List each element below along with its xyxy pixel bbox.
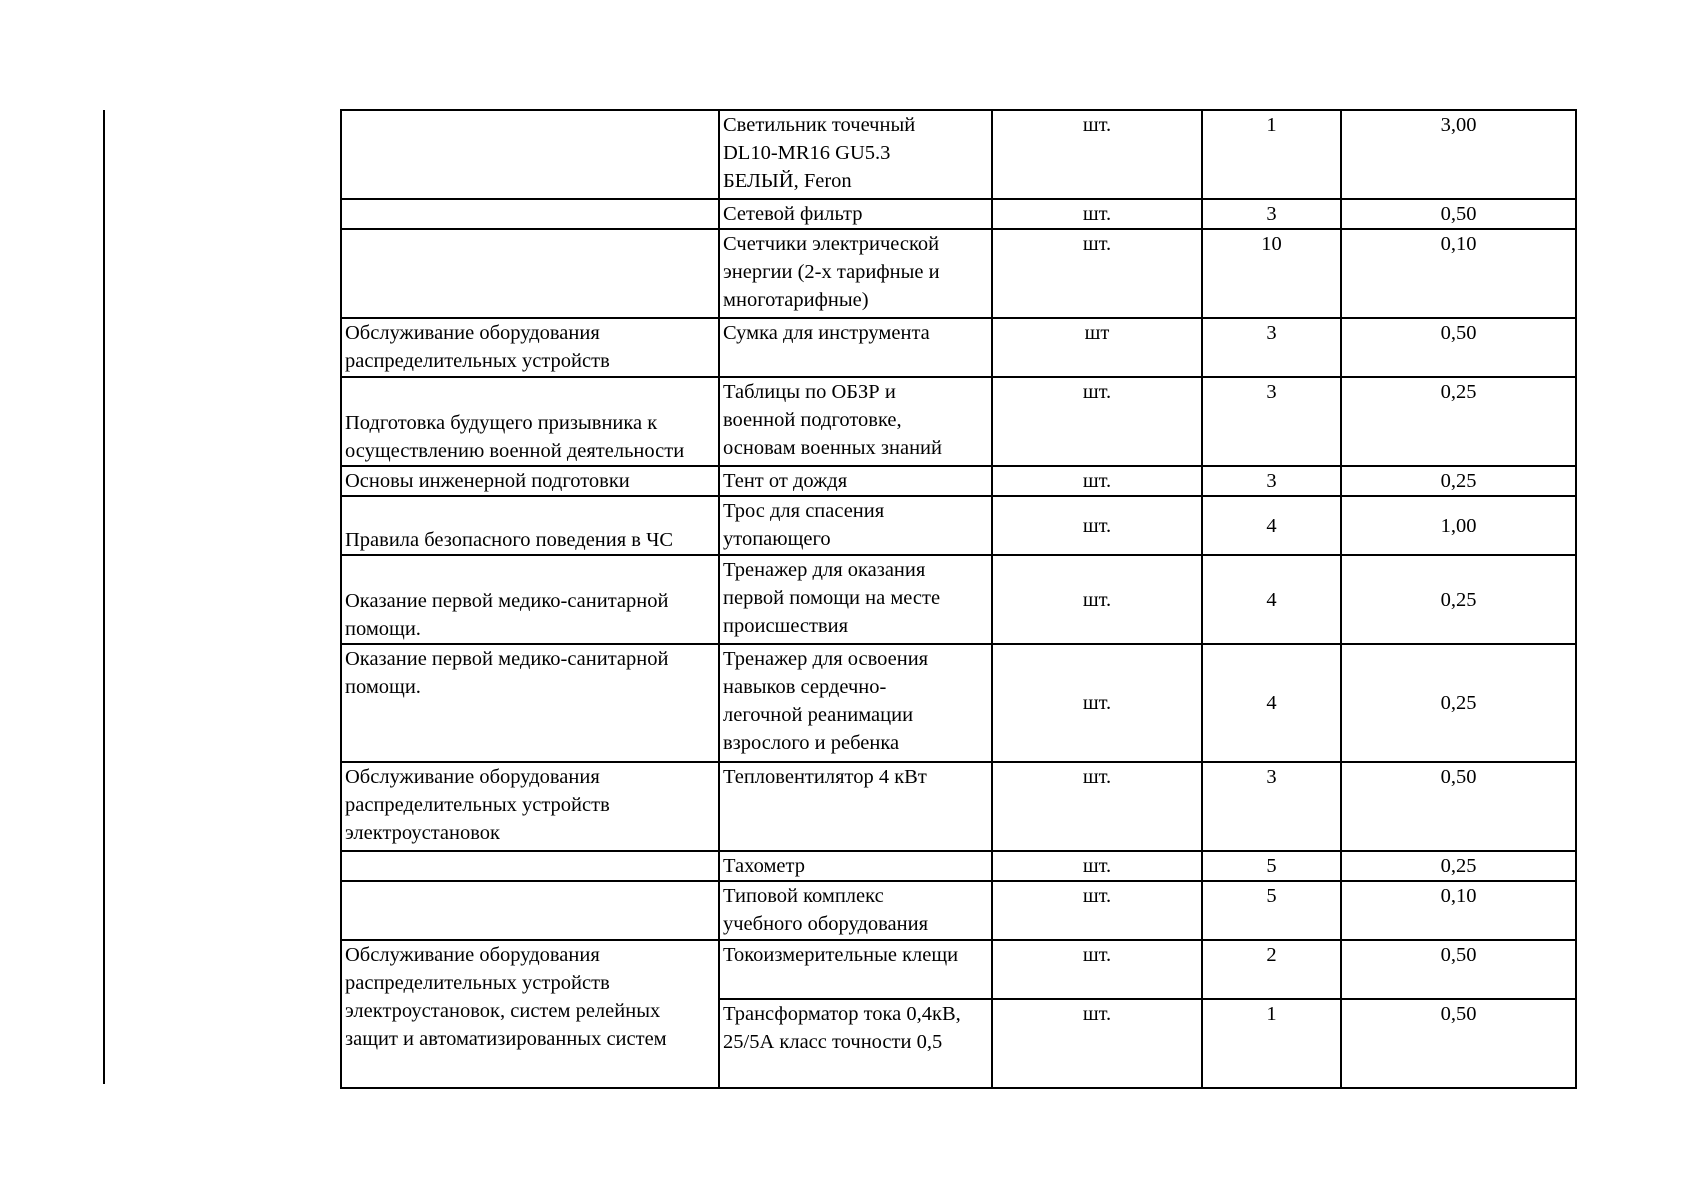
equipment-cell: Тент от дождя bbox=[719, 466, 992, 496]
equipment-cell: Тепловентилятор 4 кВт bbox=[719, 762, 992, 851]
activity-cell: Основы инженерной подготовки bbox=[341, 466, 719, 496]
quantity-cell: 4 bbox=[1202, 644, 1341, 762]
equipment-table bbox=[340, 109, 1577, 1089]
unit-cell: шт. bbox=[992, 377, 1202, 466]
value-cell: 1,00 bbox=[1341, 496, 1576, 555]
table-row bbox=[341, 881, 1576, 940]
equipment-cell: Тренажер для оказания первой помощи на месте происшествия bbox=[719, 555, 992, 644]
value-cell: 0,50 bbox=[1341, 318, 1576, 377]
table-row bbox=[341, 555, 1576, 644]
unit-cell: шт. bbox=[992, 555, 1202, 644]
quantity-cell: 4 bbox=[1202, 496, 1341, 555]
quantity-cell: 3 bbox=[1202, 377, 1341, 466]
activity-cell bbox=[341, 881, 719, 940]
value-cell: 0,25 bbox=[1341, 851, 1576, 881]
table-row bbox=[341, 110, 1576, 199]
value-cell: 0,25 bbox=[1341, 555, 1576, 644]
table-row bbox=[341, 644, 1576, 762]
table-row bbox=[341, 318, 1576, 377]
quantity-cell: 5 bbox=[1202, 851, 1341, 881]
quantity-cell: 10 bbox=[1202, 229, 1341, 318]
quantity-cell: 1 bbox=[1202, 110, 1341, 199]
table-row bbox=[341, 229, 1576, 318]
activity-cell: Подготовка будущего призывника к осуществлению военной деятельности bbox=[341, 377, 719, 466]
table-row bbox=[341, 377, 1576, 466]
quantity-cell: 3 bbox=[1202, 199, 1341, 229]
activity-cell: Оказание первой медико-санитарной помощи. bbox=[341, 555, 719, 644]
activity-cell: Обслуживание оборудования распределительных устройств электроустановок, систем релейных защит и автоматизированных систем bbox=[341, 940, 719, 1088]
table-row bbox=[341, 199, 1576, 229]
value-cell: 0,10 bbox=[1341, 229, 1576, 318]
equipment-cell: Счетчики электрической энергии (2-х тарифные и многотарифные) bbox=[719, 229, 992, 318]
activity-cell bbox=[341, 851, 719, 881]
equipment-cell: Тренажер для освоения навыков сердечно- легочной реанимации взрослого и ребенка bbox=[719, 644, 992, 762]
table-row bbox=[341, 851, 1576, 881]
quantity-cell: 3 bbox=[1202, 762, 1341, 851]
unit-cell: шт. bbox=[992, 881, 1202, 940]
equipment-cell: Типовой комплекс учебного оборудования bbox=[719, 881, 992, 940]
equipment-cell: Тахометр bbox=[719, 851, 992, 881]
table-row bbox=[341, 940, 1576, 999]
value-cell: 0,25 bbox=[1341, 466, 1576, 496]
page-margin-line bbox=[103, 110, 105, 1084]
activity-cell: Оказание первой медико-санитарной помощи. bbox=[341, 644, 719, 762]
value-cell: 0,50 bbox=[1341, 940, 1576, 999]
unit-cell: шт. bbox=[992, 851, 1202, 881]
equipment-cell: Токоизмерительные клещи bbox=[719, 940, 992, 999]
quantity-cell: 4 bbox=[1202, 555, 1341, 644]
unit-cell: шт. bbox=[992, 466, 1202, 496]
unit-cell: шт bbox=[992, 318, 1202, 377]
activity-cell: Обслуживание оборудования распределительных устройств bbox=[341, 318, 719, 377]
equipment-cell: Трос для спасения утопающего bbox=[719, 496, 992, 555]
equipment-cell: Светильник точечный DL10-MR16 GU5.3 БЕЛЫЙ, Feron bbox=[719, 110, 992, 199]
equipment-cell: Таблицы по ОБЗР и военной подготовке, основам военных знаний bbox=[719, 377, 992, 466]
activity-cell: Правила безопасного поведения в ЧС bbox=[341, 496, 719, 555]
unit-cell: шт. bbox=[992, 644, 1202, 762]
unit-cell: шт. bbox=[992, 110, 1202, 199]
activity-cell bbox=[341, 110, 719, 199]
unit-cell: шт. bbox=[992, 199, 1202, 229]
quantity-cell: 1 bbox=[1202, 999, 1341, 1088]
equipment-cell: Сумка для инструмента bbox=[719, 318, 992, 377]
table-row bbox=[341, 496, 1576, 555]
quantity-cell: 2 bbox=[1202, 940, 1341, 999]
unit-cell: шт. bbox=[992, 496, 1202, 555]
table-row bbox=[341, 466, 1576, 496]
equipment-cell: Сетевой фильтр bbox=[719, 199, 992, 229]
quantity-cell: 3 bbox=[1202, 466, 1341, 496]
quantity-cell: 3 bbox=[1202, 318, 1341, 377]
unit-cell: шт. bbox=[992, 229, 1202, 318]
unit-cell: шт. bbox=[992, 762, 1202, 851]
value-cell: 0,25 bbox=[1341, 644, 1576, 762]
value-cell: 0,25 bbox=[1341, 377, 1576, 466]
activity-cell: Обслуживание оборудования распределительных устройств электроустановок bbox=[341, 762, 719, 851]
value-cell: 0,10 bbox=[1341, 881, 1576, 940]
value-cell: 0,50 bbox=[1341, 999, 1576, 1088]
equipment-cell: Трансформатор тока 0,4кВ, 25/5А класс точности 0,5 bbox=[719, 999, 992, 1088]
value-cell: 3,00 bbox=[1341, 110, 1576, 199]
activity-cell bbox=[341, 199, 719, 229]
unit-cell: шт. bbox=[992, 999, 1202, 1088]
unit-cell: шт. bbox=[992, 940, 1202, 999]
activity-cell bbox=[341, 229, 719, 318]
table-row bbox=[341, 762, 1576, 851]
value-cell: 0,50 bbox=[1341, 199, 1576, 229]
value-cell: 0,50 bbox=[1341, 762, 1576, 851]
quantity-cell: 5 bbox=[1202, 881, 1341, 940]
